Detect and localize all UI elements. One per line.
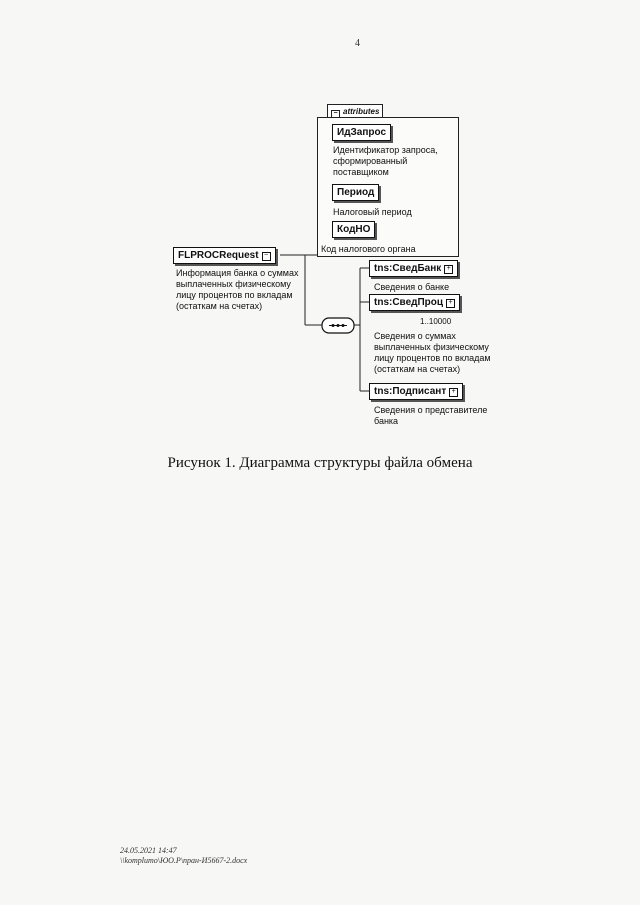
child-element-label: tns:СведБанк [374, 263, 442, 274]
attribute-label: Период [337, 187, 375, 198]
root-element-box[interactable] [173, 247, 276, 264]
footer-timestamp: 24.05.2021 14:47 [120, 846, 177, 855]
attribute-description: Идентификатор запроса, сформированный поставщиком [333, 145, 438, 177]
child-element-svedbank[interactable] [369, 260, 458, 277]
child-element-podpisant[interactable] [369, 383, 463, 400]
footer-file-path: \\komplumo\ЮО.Р\пран-И5667-2.docx [120, 856, 248, 865]
root-element-description: Информация банка о суммах выплаченных физическому лицу процентов по вкладам (остаткам на счетах) [176, 268, 299, 311]
child-element-description: Сведения о представителе банка [374, 405, 488, 426]
attribute-description: Налоговый период [333, 207, 412, 217]
collapse-icon[interactable]: − [331, 110, 340, 119]
child-element-label: tns:Подписант [374, 386, 447, 397]
attribute-description: Код налогового органа [321, 244, 416, 254]
child-element-svedproc[interactable] [369, 294, 460, 311]
figure-caption: Рисунок 1. Диаграмма структуры файла обмена [167, 455, 473, 471]
footer [120, 846, 247, 866]
attribute-idzapros[interactable] [332, 124, 391, 141]
root-element-label: FLPROCRequest [178, 250, 259, 261]
attribute-period[interactable] [332, 184, 379, 201]
multiplicity-label: 1..10000 [420, 317, 452, 326]
expand-icon[interactable]: + [444, 265, 453, 274]
expand-icon[interactable]: + [449, 388, 458, 397]
child-element-description: Сведения о банке [374, 282, 450, 292]
attribute-kodno[interactable] [332, 221, 375, 238]
child-element-label: tns:СведПроц [374, 297, 444, 308]
collapse-icon[interactable]: − [262, 252, 271, 261]
child-element-description: Сведения о суммах выплаченных физическому лицу процентов по вкладам (остаткам на счетах) [374, 331, 491, 374]
attribute-label: КодНО [337, 224, 371, 235]
attribute-label: ИдЗапрос [337, 127, 387, 138]
attributes-tab-label: attributes [343, 107, 380, 116]
expand-icon[interactable]: + [446, 299, 455, 308]
page-number: 4 [355, 38, 360, 49]
